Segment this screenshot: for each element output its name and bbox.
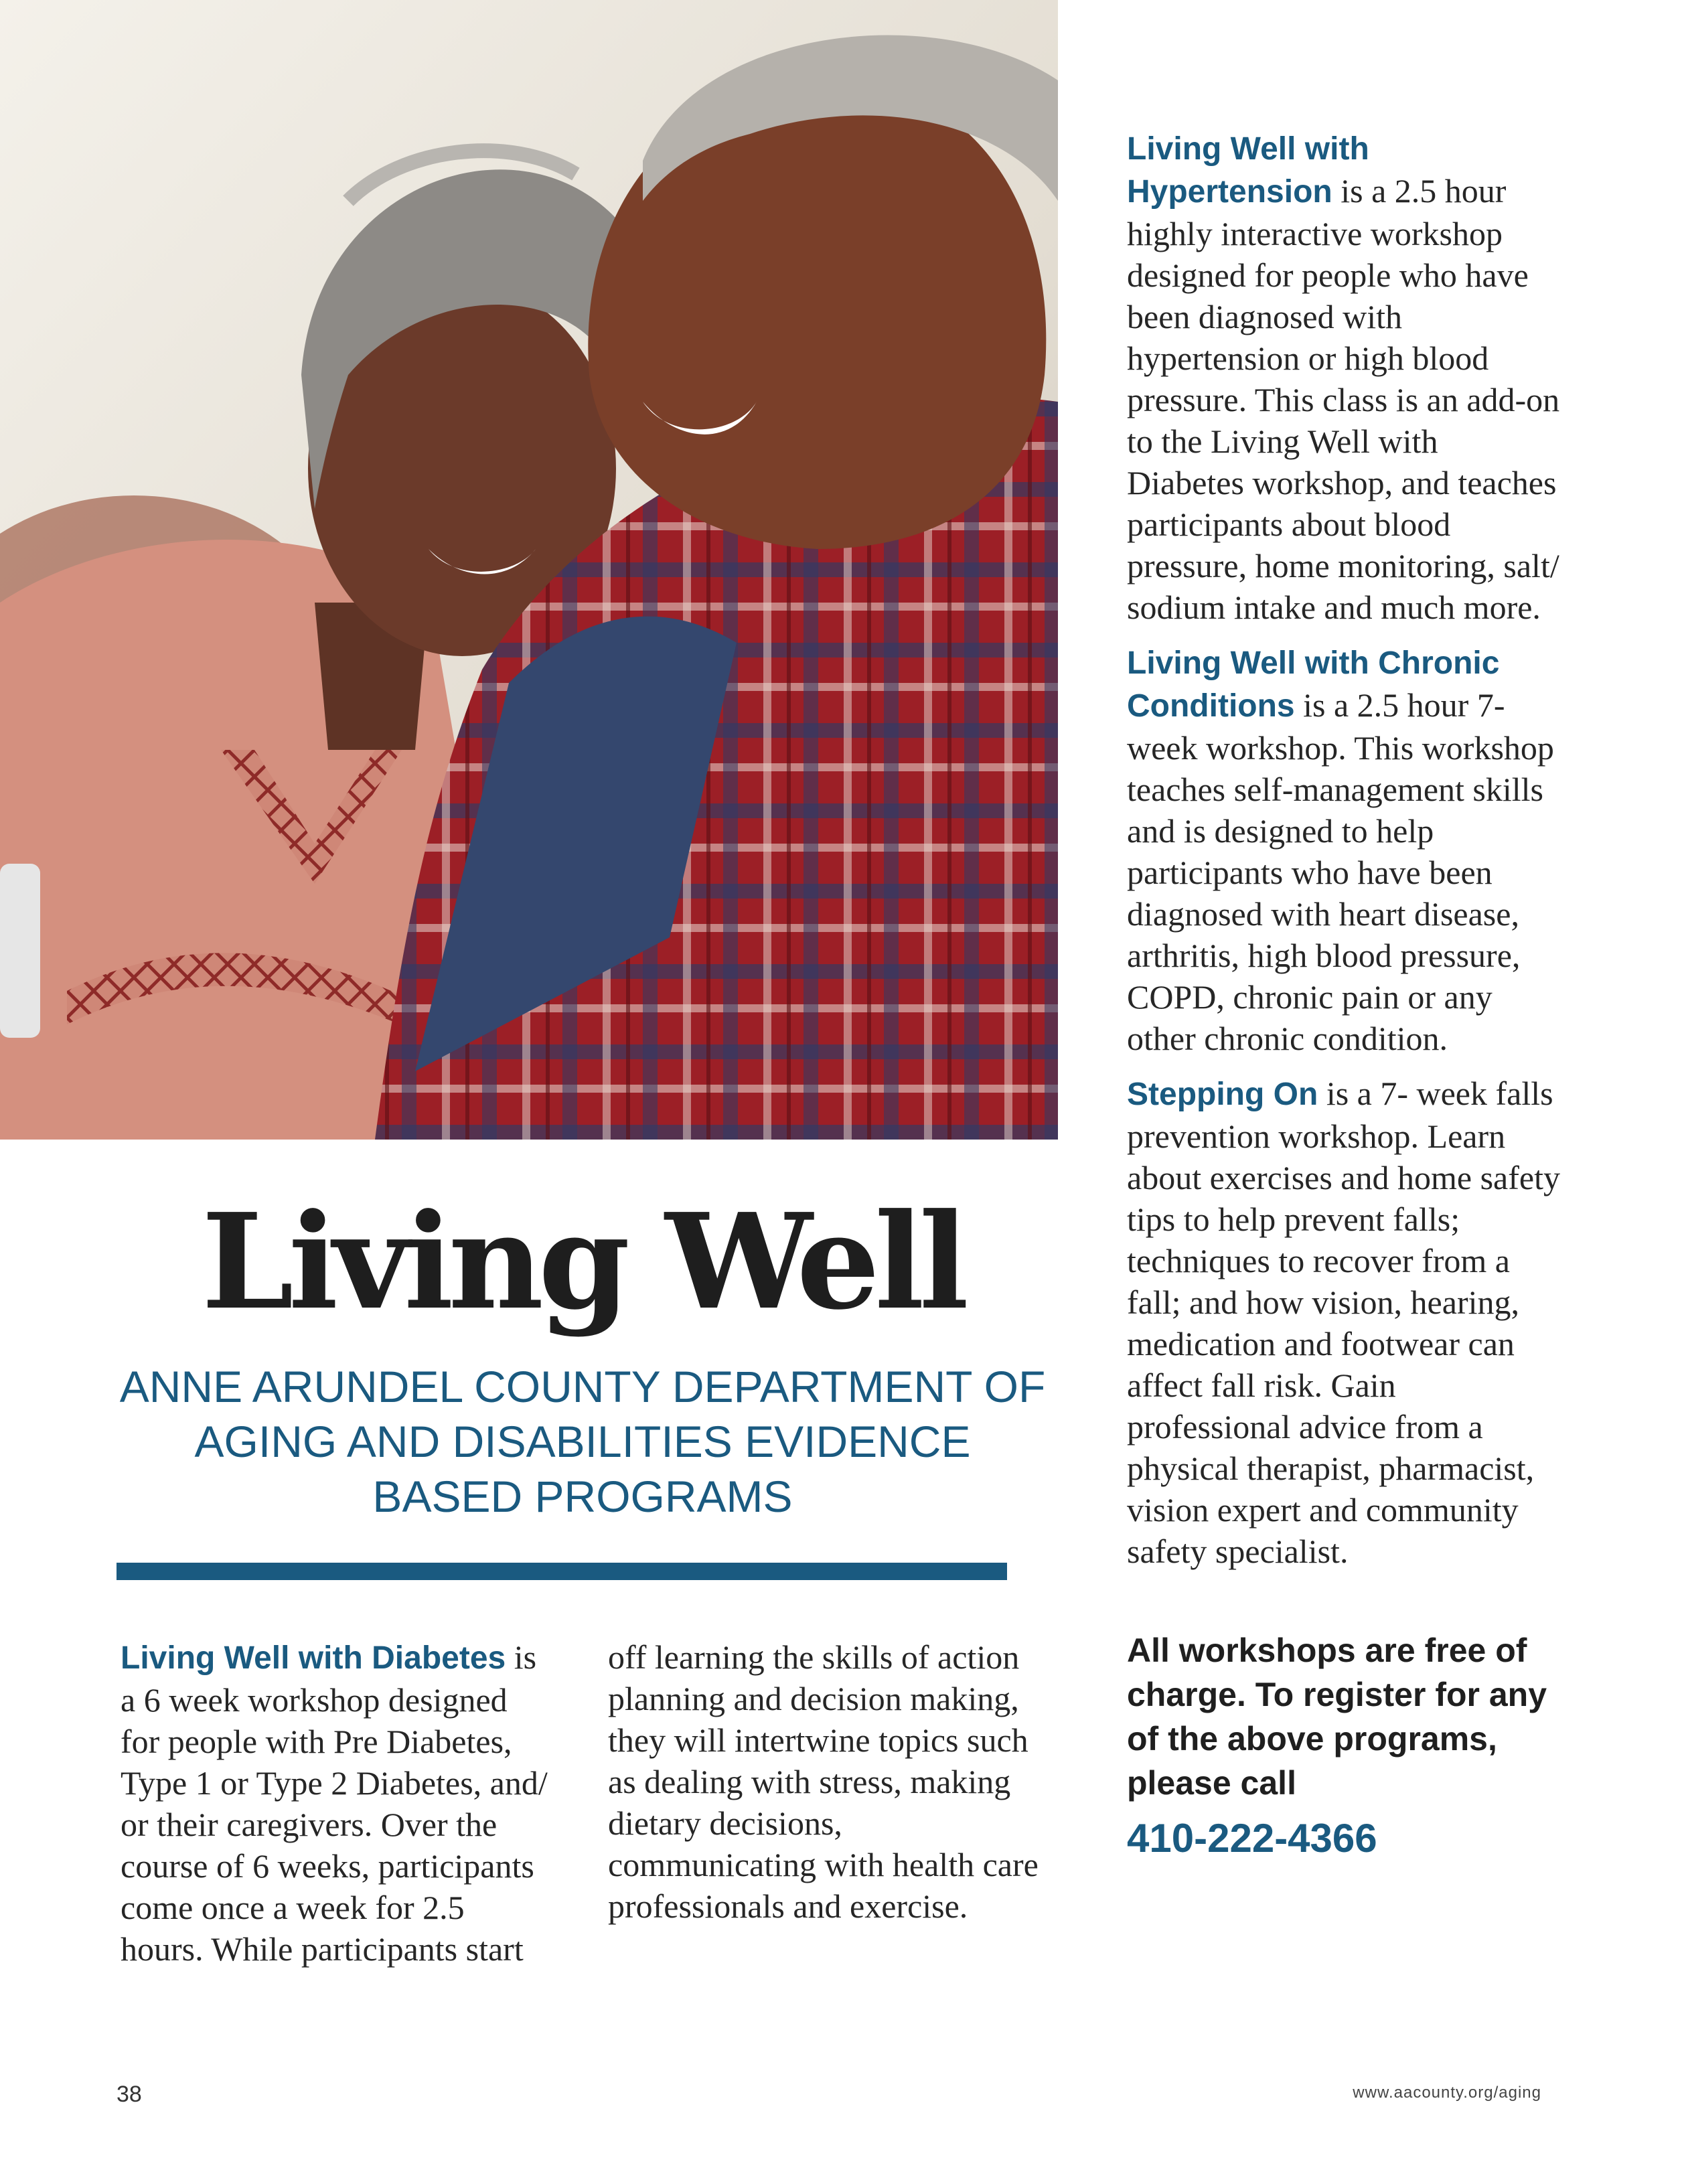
page-subtitle: ANNE ARUNDEL COUNTY DEPARTMENT OF AGING AND DISABILITIES EVIDENCE BASED PROGRAMS [119,1362,1046,1521]
couple-illustration [0,0,1058,1140]
hypertension-description: is a 2.5 hour highly interactive workshop designed for people who have been diagnosed with hypertension or high blood pressure. This class is an add-on to the Living Well with Diabetes workshop, and teaches participants about blood pressure, home monitoring, salt/ sodium intake and much more. [1127,172,1560,626]
diabetes-description-part1: is a 6 week workshop designed for people with Pre Diabetes, Type 1 or Type 2 Diabetes, and/ or their caregivers. Over the course of 6 weeks, participants come once a week for 2.5 hours. While participants start [121,1638,548,1968]
stepping-on-program-name: Stepping On [1127,1077,1318,1112]
page-title: Living Well [201,1185,964,1339]
chronic-description: is a 2.5 hour 7-week workshop. This workshop teaches self-management skills and is designed to help participants who have been diagnosed with heart disease, arthritis, high blood pressure, COPD, chronic pain or any other chronic condition. [1127,686,1554,1057]
registration-callout: All workshops are free of charge. To register for any of the above programs, please call [1127,1632,1547,1802]
registration-phone: 410-222-4366 [1127,1816,1377,1861]
diabetes-paragraph [121,1636,549,1970]
diabetes-column [121,1636,549,1970]
stepping-on-paragraph [1127,1073,1562,1572]
hero-photo [0,0,1058,1140]
title-divider [117,1563,1007,1580]
programs-column [1127,127,1562,1585]
page-number: 38 [117,2082,142,2107]
footer-url: www.aacounty.org/aging [1353,2084,1541,2102]
chronic-paragraph [1127,641,1562,1059]
diabetes-program-name: Living Well with Diabetes [121,1640,506,1676]
hypertension-paragraph [1127,127,1562,628]
hypertension-program-name: Living Well with Hypertension [1127,131,1369,210]
diabetes-description-part2: off learning the skills of action planning and decision making, they will intertwine topics such as dealing with stress, making dietary decisions, communicating with health care professionals and exercise. [608,1638,1039,1925]
chronic-program-name: Living Well with Chronic Conditions [1127,645,1500,724]
stepping-on-description: is a 7- week falls prevention workshop. Learn about exercises and home safety tips to help prevent falls; techniques to recover from a fall; and how vision, hearing, medication and footwear can affect fall risk. Gain professional advice from a physical therapist, pharmacist, vision expert and community safety specialist. [1127,1075,1560,1570]
diabetes-continued-column [608,1636,1050,1927]
